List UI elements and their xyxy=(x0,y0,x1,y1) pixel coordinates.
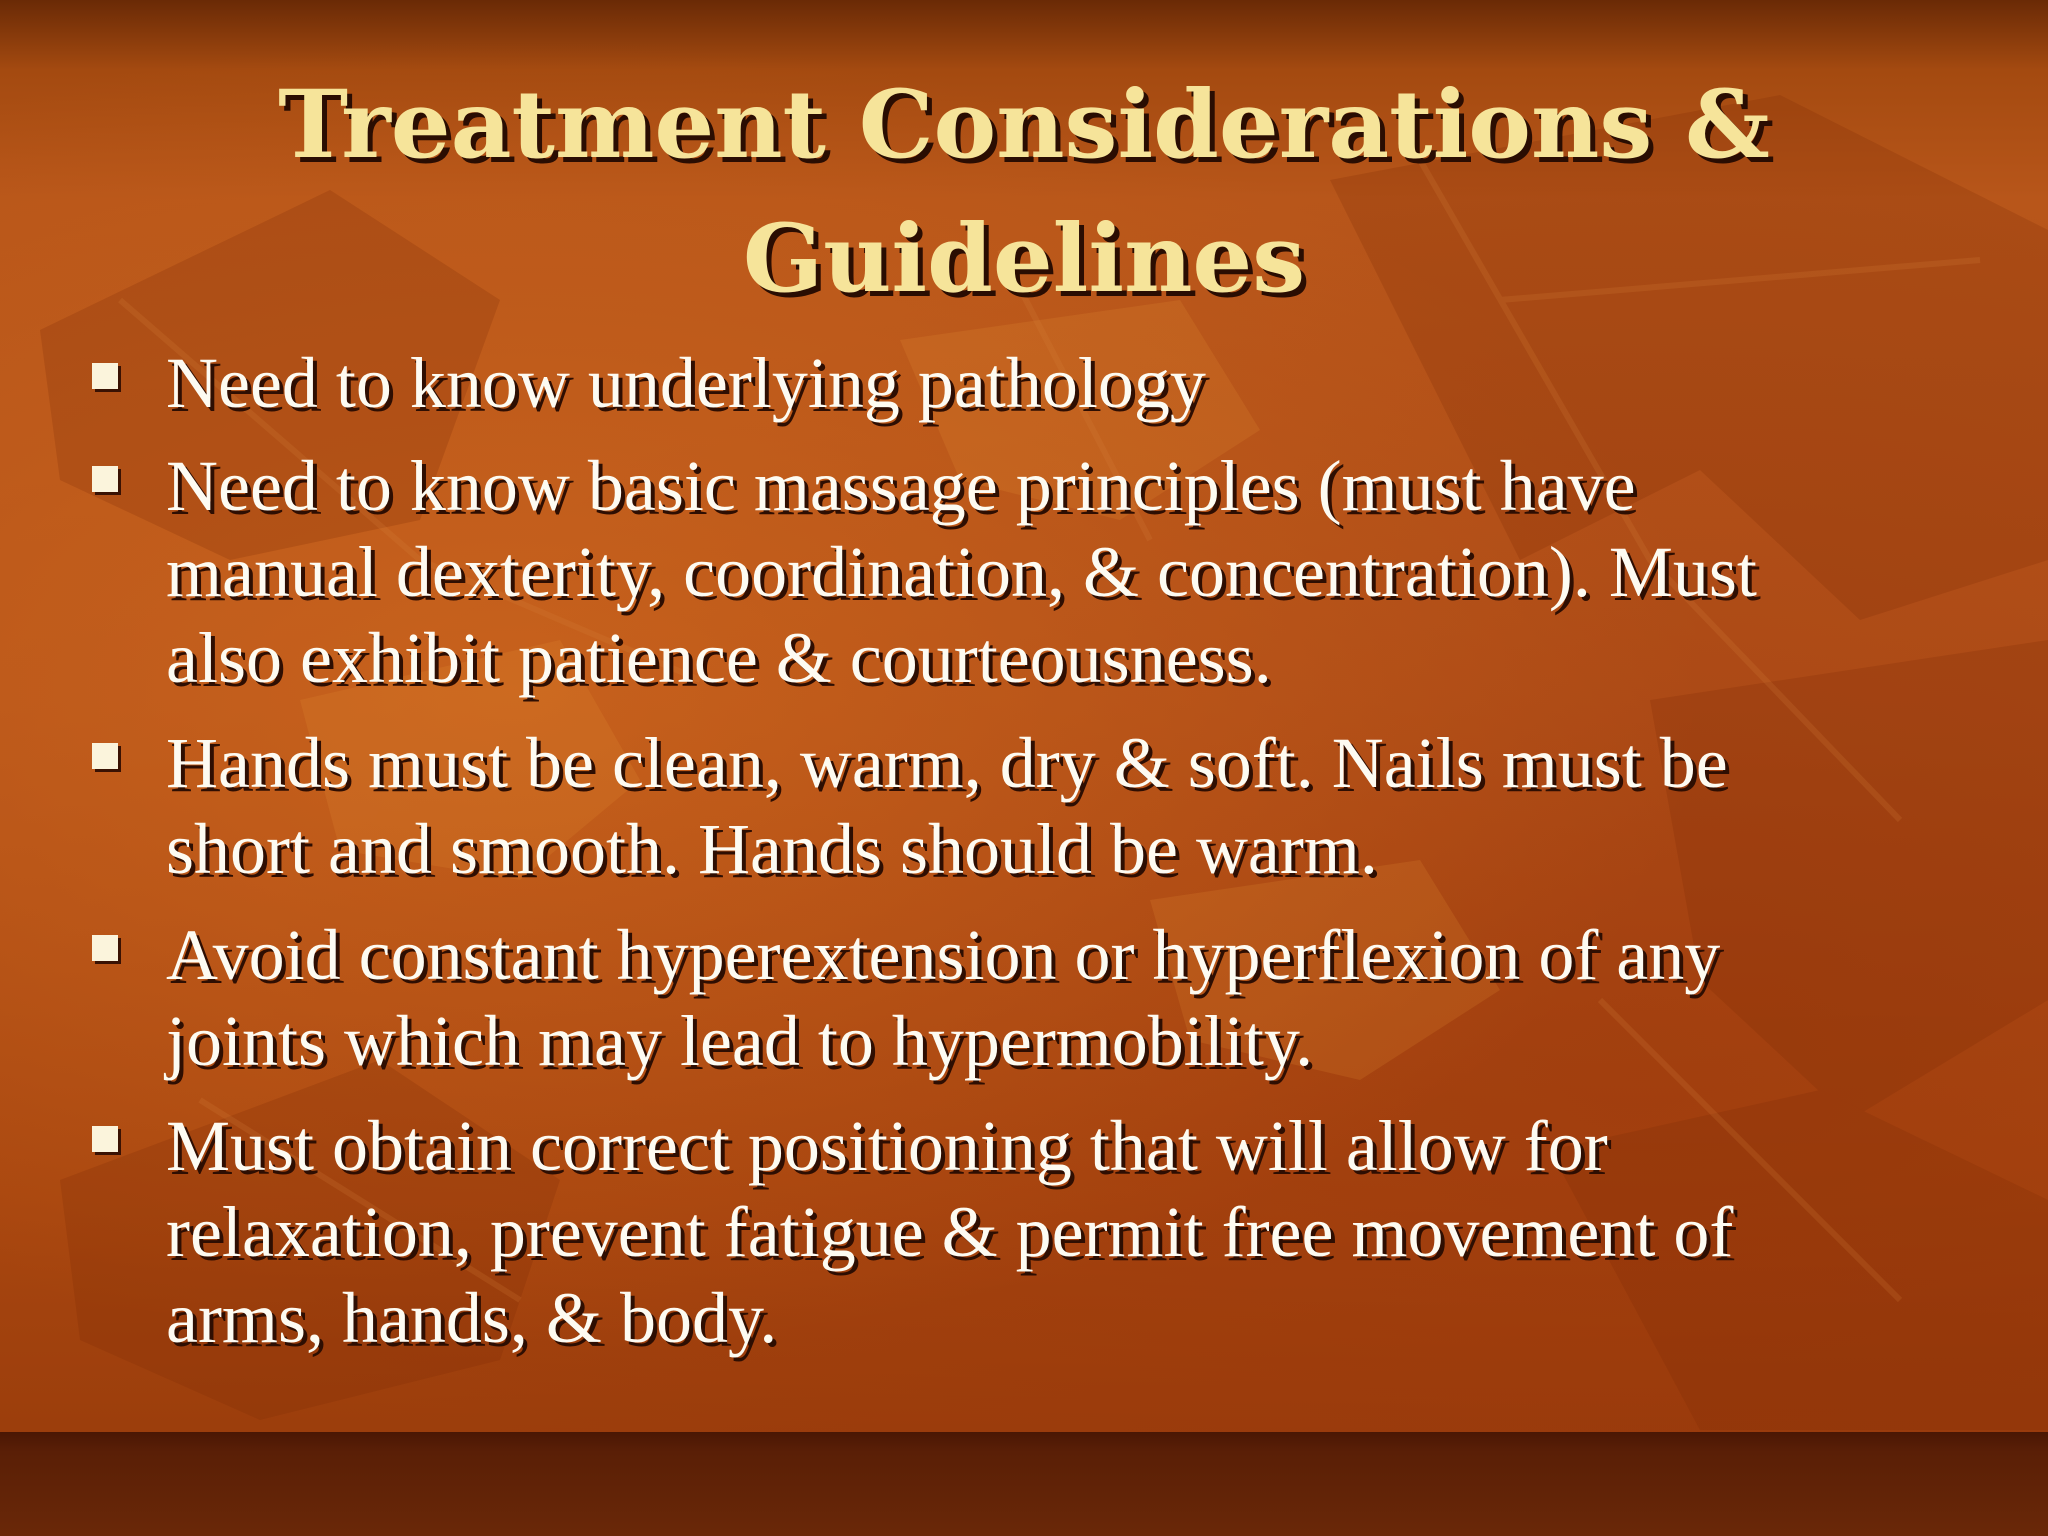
bullet-text: Need to know basic massage principles (must have manual dexterity, coordination, & concentration). Must also exhibit patience & courteousness. xyxy=(166,446,1757,698)
square-bullet-icon xyxy=(92,466,118,492)
bullet-text: Need to know underlying pathology xyxy=(166,343,1206,423)
square-bullet-icon xyxy=(92,1126,118,1152)
bullet-text: Must obtain correct positioning that will allow for relaxation, prevent fatigue & permit free movement of arms, hands, & body. xyxy=(166,1106,1734,1358)
title-line-2: Guidelines xyxy=(742,204,1306,314)
bullet-text: Avoid constant hyperextension or hyperflexion of any joints which may lead to hypermobility. xyxy=(166,915,1721,1081)
title-line-1: Treatment Considerations & xyxy=(278,70,1770,180)
square-bullet-icon xyxy=(92,363,118,389)
square-bullet-icon xyxy=(92,935,118,961)
footer-band xyxy=(0,1432,2048,1536)
square-bullet-icon xyxy=(92,743,118,769)
slide-title xyxy=(0,58,2048,326)
bullet-text: Hands must be clean, warm, dry & soft. Nails must be short and smooth. Hands should be warm. xyxy=(166,723,1728,889)
